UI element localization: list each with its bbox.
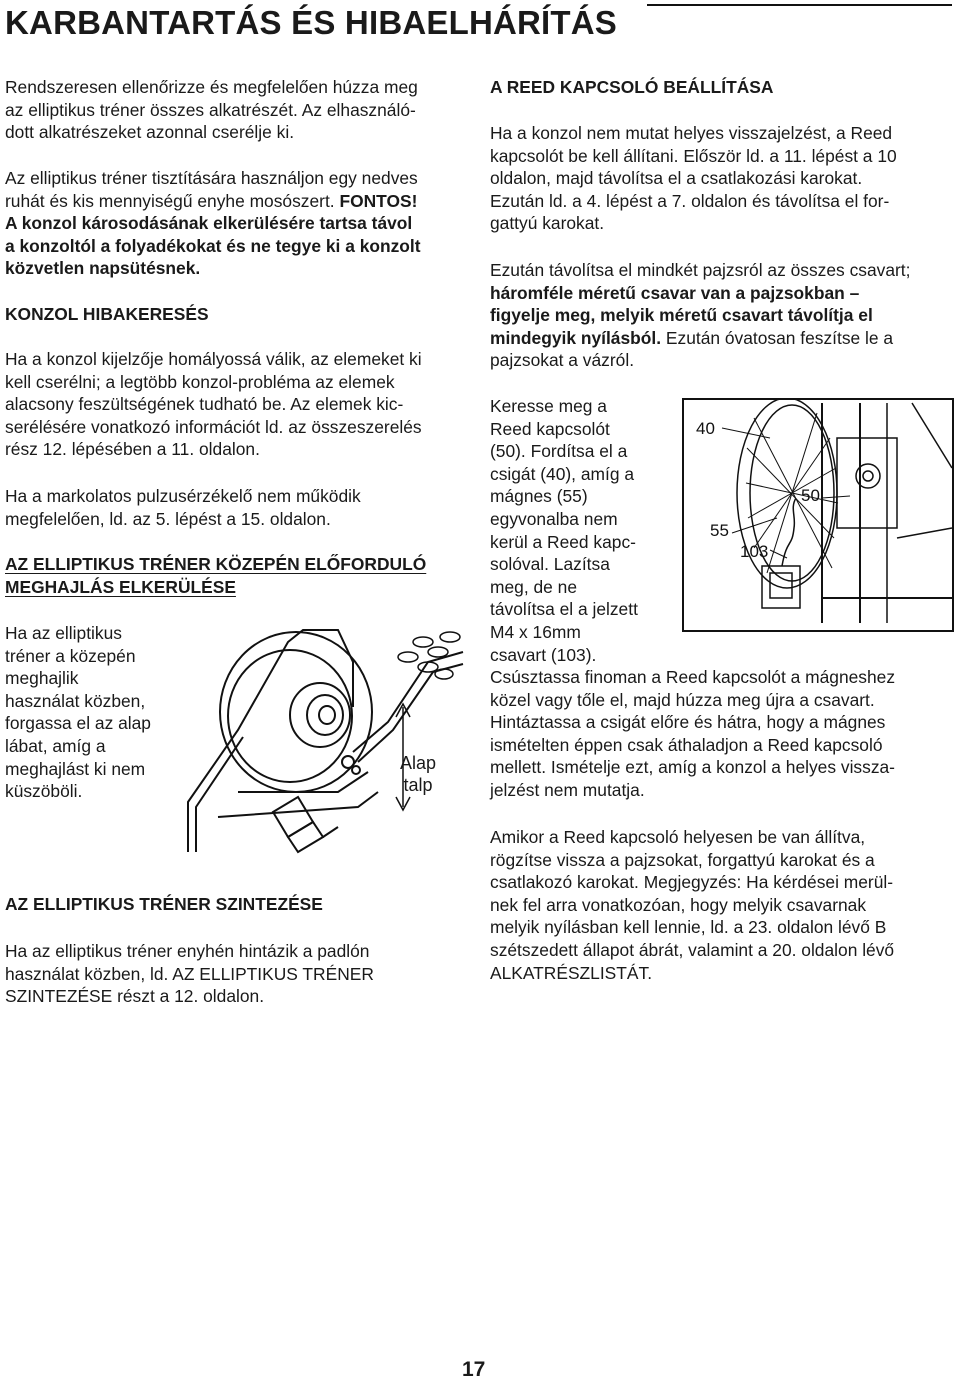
bending-paragraph: Ha az elliptikus tréner a közepén meghajlik használat közben, forgassa el az alap lábat, amíg a meghajlást ki nem küszöböli.	[5, 623, 151, 802]
callout-50: 50	[801, 486, 820, 505]
intro-paragraph-1: Rendszeresen ellenőrizze és megfelelően húzza meg az elliptikus tréner összes alkatrészét. Az elhasználó- dott alkatrészeket azonnal cserélje ki.	[5, 77, 418, 143]
reed-paragraph-4: Csúsztassa finoman a Reed kapcsolót a mágneshez közel vagy tőle el, majd húzza meg újra a csavart. Hintáztassa a csigát előre és hátra, hogy a mágnes ismételten éppen csak áthaladjon a Reed kapcsoló mellett. Ismételje ezt, amíg a konzol a helyes vissza- jelzést nem mutatja.	[490, 667, 896, 800]
important-label: FONTOS!	[339, 190, 418, 211]
console-paragraph-2: Ha a markolatos pulzusérzékelő nem működik megfelelően, ld. az 5. lépést a 15. oldalon.	[5, 486, 361, 529]
console-paragraph-1: Ha a konzol kijelzője homályossá válik, az elemeket ki kell cserélni; a legtöbb konzol-probléma az elemek alacsony feszültségének tudható be. Az elemek kic- serélésére vonatkozó információt ld. az összeszerelés rész 12. lépésében a 11. oldalon.	[5, 349, 422, 460]
title-rule	[647, 4, 952, 6]
heading-leveling: AZ ELLIPTIKUS TRÉNER SZINTEZÉSE	[5, 894, 323, 914]
callout-103: 103	[740, 542, 769, 561]
reed-paragraph-2: Ezután távolítsa el mindkét pajzsról az összes csavart; háromféle méretű csavar van a pajzsokban – figyelje meg, melyik méretű csavart távolítja el mindegyik nyílásból. Ezután óvatosan feszítse le a pajzsokat a vázról.	[490, 260, 911, 371]
page-number: 17	[462, 1358, 486, 1381]
figure-label-base-foot: Alap talp	[399, 753, 437, 795]
page-title: KARBANTARTÁS ÉS HIBAELHÁRÍTÁS	[5, 4, 618, 41]
leveling-paragraph: Ha az elliptikus tréner enyhén hintázik a padlón használat közben, ld. AZ ELLIPTIKUS TRÉNER SZINTEZÉSE részt a 12. oldalon.	[5, 941, 374, 1007]
heading-bending: AZ ELLIPTIKUS TRÉNER KÖZEPÉN ELŐFORDULÓ MEGHAJLÁS ELKERÜLÉSE	[5, 554, 427, 597]
base-foot-illustration	[178, 612, 468, 862]
heading-console-troubleshooting: KONZOL HIBAKERESÉS	[5, 304, 209, 324]
callout-55: 55	[710, 521, 729, 540]
reed-switch-illustration	[682, 398, 954, 632]
reed-paragraph-3: Keresse meg a Reed kapcsolót (50). Fordítsa el a csigát (40), amíg a mágnes (55) egyvonalba nem kerül a Reed kapc- solóval. Lazítsa meg, de ne távolítsa el a jelzett M4 x 16mm csavart (103).	[490, 396, 638, 665]
callout-40: 40	[696, 419, 715, 438]
reed-paragraph-1: Ha a konzol nem mutat helyes visszajelzést, a Reed kapcsolót be kell állítani. Először ld. a 11. lépést a 10 oldalon, majd távolítsa el a csatlakozási karokat. Ezután ld. a 4. lépést a 7. oldalon és távolítsa el for- gattyú karokat.	[490, 123, 897, 234]
heading-reed-switch: A REED KAPCSOLÓ BEÁLLÍTÁSA	[490, 77, 774, 97]
intro-paragraph-2: Az elliptikus tréner tisztítására használjon egy nedves ruhát és kis mennyiségű enyhe mosószert. FONTOS! A konzol károsodásának elkerülésére tartsa távol a konzoltól a folyadékokat és ne tegye ki a konzolt közvetlen napsütésnek.	[5, 168, 421, 279]
reed-paragraph-5: Amikor a Reed kapcsoló helyesen be van állítva, rögzítse vissza a pajzsokat, forgattyú karokat és a csatlakozó karokat. Megjegyzés: Ha kérdései merül- nek fel arra vonatkozóan, hogy melyik csavarnak melyik nyílásban kell lennie, ld. a 23. oldalon lévő B szétszedett állapot ábrát, valamint a 20. oldalon lévő ALKATRÉSZLISTÁT.	[490, 827, 895, 983]
